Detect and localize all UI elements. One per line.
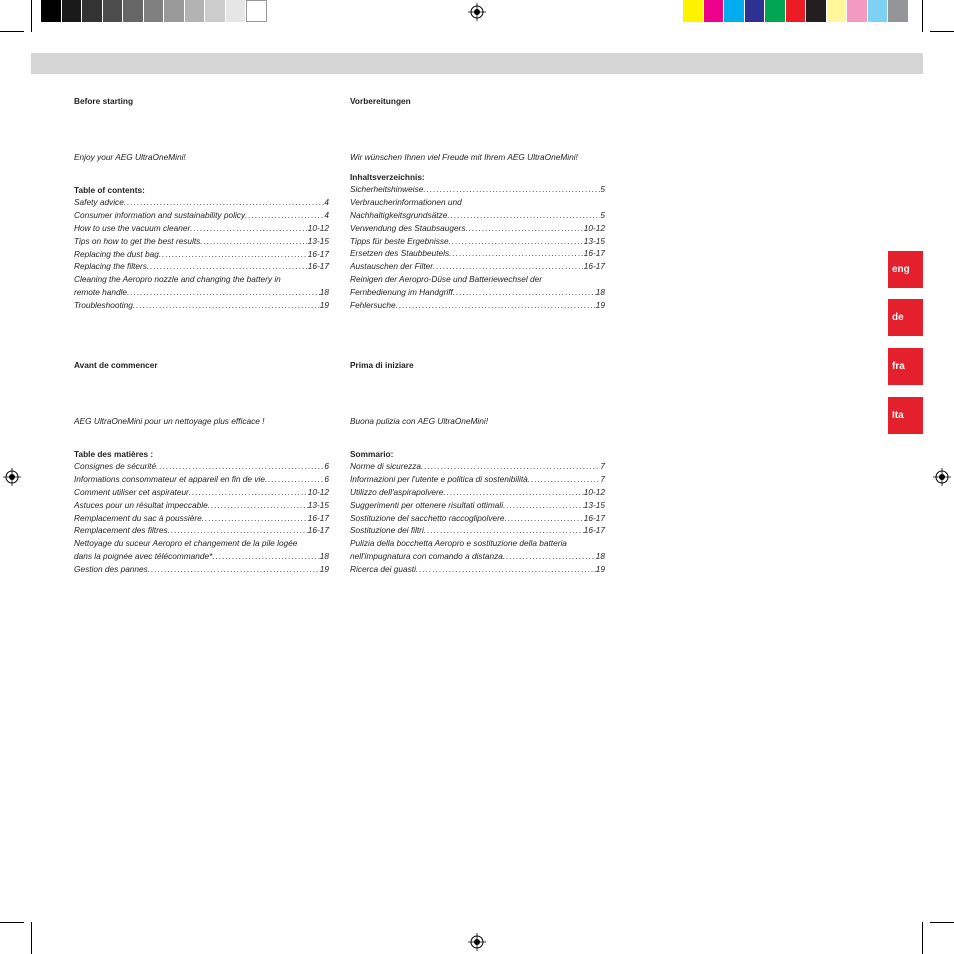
registration-target-icon [3, 468, 21, 486]
toc-entry-title: Austauschen der Filter [350, 261, 434, 272]
toc-entry[interactable] [350, 299, 605, 312]
toc-entry-page: 18 [319, 550, 329, 561]
toc-entry-page: 10-12 [583, 222, 605, 233]
color-swatch [704, 0, 725, 22]
toc-entry[interactable] [74, 209, 329, 222]
table-of-contents [350, 460, 605, 575]
toc-entry-title: Consignes de sécurité [74, 461, 157, 472]
toc-title: Table of contents: [74, 184, 145, 195]
toc-entry-page: 6 [324, 474, 329, 485]
toc-entry-title: Sicherheitshinweise [350, 184, 424, 195]
toc-entry-page: 13-15 [583, 235, 605, 246]
toc-entry-title: Tipps für beste Ergebnisse [350, 235, 449, 246]
toc-entry-title: Sostituzione dei filtri [350, 525, 424, 536]
section-german [350, 95, 605, 311]
toc-entry[interactable] [74, 235, 329, 248]
toc-entry-page: 16-17 [307, 512, 329, 523]
toc-entry[interactable] [74, 524, 329, 537]
toc-entry-title: Nachhaltigkeitsgrundsätze [350, 209, 448, 220]
toc-title: Sommario: [350, 448, 394, 459]
toc-entry[interactable] [350, 524, 605, 537]
toc-entry-title: dans la poignée avec télécommande* [74, 550, 213, 561]
toc-entry-title: Comment utiliser cet aspirateur [74, 486, 189, 497]
toc-entry[interactable] [350, 473, 605, 486]
process-color-bar [683, 0, 909, 22]
toc-entry-page: 16-17 [307, 261, 329, 272]
toc-entry-page: 16-17 [583, 248, 605, 259]
toc-entry-title: Remplacement des filtres [74, 525, 168, 536]
section-intro: Buona pulizia con AEG UltraOneMini! [350, 415, 489, 426]
toc-entry-title: Informations consommateur et appareil en fin de vie [74, 474, 265, 485]
color-swatch [185, 0, 206, 22]
toc-entry-page: 18 [595, 286, 605, 297]
color-swatch [888, 0, 909, 22]
toc-entry-page: 16-17 [307, 525, 329, 536]
color-swatch [103, 0, 124, 22]
toc-entry-page: 6 [324, 461, 329, 472]
table-of-contents [74, 460, 329, 575]
section-intro: Wir wünschen Ihnen viel Freude mit Ihrem AEG UltraOneMini! [350, 151, 578, 162]
grayscale-color-bar [41, 0, 267, 22]
toc-entry-title: remote handle [74, 286, 128, 297]
color-swatch [41, 0, 62, 22]
section-heading: Avant de commencer [74, 360, 158, 370]
toc-entry-title: Norme di sicurezza [350, 461, 422, 472]
section-heading: Vorbereitungen [350, 96, 411, 106]
toc-entry[interactable] [350, 260, 605, 273]
toc-title: Table des matières : [74, 448, 154, 459]
toc-entry-page: 19 [595, 299, 605, 310]
toc-entry[interactable] [74, 248, 329, 261]
crop-mark [930, 922, 954, 923]
color-swatch [226, 0, 247, 22]
toc-entry-title: Informazioni per l'utente e politica di sostenibilità [350, 474, 528, 485]
table-of-contents [74, 196, 329, 311]
toc-entry-title: Replacing the filters [74, 261, 147, 272]
toc-entry[interactable] [350, 196, 605, 222]
color-swatch [847, 0, 868, 22]
toc-entry[interactable] [74, 299, 329, 312]
toc-entry-page: 10-12 [583, 486, 605, 497]
toc-entry-page: 13-15 [307, 235, 329, 246]
toc-entry-title: Sostituzione del sacchetto raccoglipolvere [350, 512, 505, 523]
toc-entry-page: 19 [319, 563, 329, 574]
color-swatch [806, 0, 827, 22]
toc-entry[interactable] [74, 273, 329, 299]
language-tab-ita[interactable]: Ita [888, 397, 923, 434]
section-english [74, 95, 329, 312]
toc-entry[interactable] [74, 499, 329, 512]
toc-entry-title: Fernbedienung im Handgriff [350, 286, 453, 297]
toc-entry-title: Nettoyage du suceur Aeropro et changement de la pile logée [74, 538, 298, 549]
toc-entry-title: Remplacement du sac à poussière [74, 512, 202, 523]
crop-mark [0, 31, 24, 32]
toc-entry[interactable] [74, 460, 329, 473]
toc-entry[interactable] [350, 273, 605, 299]
toc-entry-page: 10-12 [307, 486, 329, 497]
toc-entry-page: 7 [600, 461, 605, 472]
toc-entry[interactable] [74, 222, 329, 235]
toc-entry[interactable] [350, 563, 605, 576]
toc-entry-page: 16-17 [583, 261, 605, 272]
toc-entry[interactable] [74, 196, 329, 209]
toc-entry-page: 16-17 [307, 248, 329, 259]
toc-entry-page: 7 [600, 474, 605, 485]
toc-entry-title: Cleaning the Aeropro nozzle and changing the battery in [74, 274, 281, 285]
toc-entry[interactable] [350, 235, 605, 248]
toc-entry[interactable] [74, 537, 329, 563]
header-band [31, 53, 923, 74]
toc-entry-title: Ersetzen des Staubbeutels [350, 248, 450, 259]
registration-target-icon [468, 933, 486, 951]
section-heading: Before starting [74, 96, 134, 106]
crop-mark [922, 0, 923, 32]
toc-entry-page: 10-12 [307, 222, 329, 233]
toc-entry-title: Utilizzo dell'aspirapolvere [350, 486, 444, 497]
color-swatch [164, 0, 185, 22]
language-tab-fra[interactable]: fra [888, 348, 923, 385]
toc-entry-title: Fehlersuche [350, 299, 396, 310]
registration-target-icon [933, 468, 951, 486]
toc-entry[interactable] [74, 512, 329, 525]
toc-entry[interactable] [350, 222, 605, 235]
color-swatch [765, 0, 786, 22]
toc-entry[interactable] [350, 499, 605, 512]
section-italian [350, 359, 605, 576]
toc-entry-title: Reinigen der Aeropro-Düse und Batteriewechsel der [350, 273, 543, 284]
toc-entry-title: Suggerimenti per ottenere risultati ottimali [350, 499, 504, 510]
toc-entry-title: Troubleshooting [74, 299, 133, 310]
toc-entry[interactable] [350, 486, 605, 499]
toc-title: Inhaltsverzeichnis: [350, 171, 425, 182]
language-tab-de[interactable]: de [888, 299, 923, 336]
color-swatch [62, 0, 83, 22]
toc-entry-page: 5 [600, 209, 605, 220]
color-swatch [724, 0, 745, 22]
color-swatch [786, 0, 807, 22]
toc-entry[interactable] [74, 473, 329, 486]
toc-entry[interactable] [350, 512, 605, 525]
crop-mark [31, 0, 32, 32]
toc-entry-page: 16-17 [583, 512, 605, 523]
toc-entry-title: Verbraucherinformationen und [350, 197, 462, 208]
toc-entry-title: Tips on how to get the best results [74, 235, 201, 246]
crop-mark [930, 31, 954, 32]
toc-entry-title: Pulizia della bocchetta Aeropro e sostituzione della batteria [350, 538, 567, 549]
toc-entry-page: 5 [600, 184, 605, 195]
color-swatch [868, 0, 889, 22]
color-swatch [205, 0, 226, 22]
toc-entry-title: nell'impugnatura con comando a distanza [350, 550, 503, 561]
registration-target-icon [468, 3, 486, 21]
section-french [74, 359, 329, 576]
toc-entry-page: 16-17 [583, 525, 605, 536]
toc-entry[interactable] [350, 460, 605, 473]
toc-entry-title: Gestion des pannes [74, 563, 148, 574]
toc-entry-page: 13-15 [583, 499, 605, 510]
toc-entry-title: Replacing the dust bag [74, 248, 159, 259]
toc-entry[interactable] [350, 537, 605, 563]
toc-entry[interactable] [74, 563, 329, 576]
toc-entry-page: 18 [319, 286, 329, 297]
color-swatch [82, 0, 103, 22]
section-heading: Prima di iniziare [350, 360, 414, 370]
toc-entry-page: 13-15 [307, 499, 329, 510]
toc-entry-title: How to use the vacuum cleaner [74, 222, 191, 233]
toc-entry-page: 4 [324, 197, 329, 208]
toc-entry-page: 19 [595, 563, 605, 574]
section-intro: Enjoy your AEG UltraOneMini! [74, 151, 186, 162]
color-swatch [827, 0, 848, 22]
color-swatch [144, 0, 165, 22]
toc-entry[interactable] [350, 183, 605, 196]
color-swatch [745, 0, 766, 22]
crop-mark [922, 922, 923, 954]
toc-entry-page: 4 [324, 210, 329, 221]
toc-entry-title: Consumer information and sustainability policy [74, 210, 246, 221]
toc-entry-title: Safety advice [74, 197, 124, 208]
toc-entry[interactable] [74, 260, 329, 273]
toc-entry-page: 19 [319, 299, 329, 310]
color-swatch [246, 0, 267, 22]
color-swatch [683, 0, 704, 22]
toc-entry-title: Astuces pour un résultat impeccable [74, 499, 208, 510]
toc-entry[interactable] [74, 486, 329, 499]
toc-entry[interactable] [350, 247, 605, 260]
toc-entry-title: Ricerca dei guasti [350, 563, 416, 574]
color-swatch [123, 0, 144, 22]
language-tab-eng[interactable]: eng [888, 251, 923, 288]
crop-mark [0, 922, 24, 923]
section-intro: AEG UltraOneMini pour un nettoyage plus efficace ! [74, 415, 265, 426]
crop-mark [31, 922, 32, 954]
table-of-contents [350, 183, 605, 311]
toc-entry-title: Verwendung des Staubsaugers [350, 222, 466, 233]
toc-entry-page: 18 [595, 550, 605, 561]
